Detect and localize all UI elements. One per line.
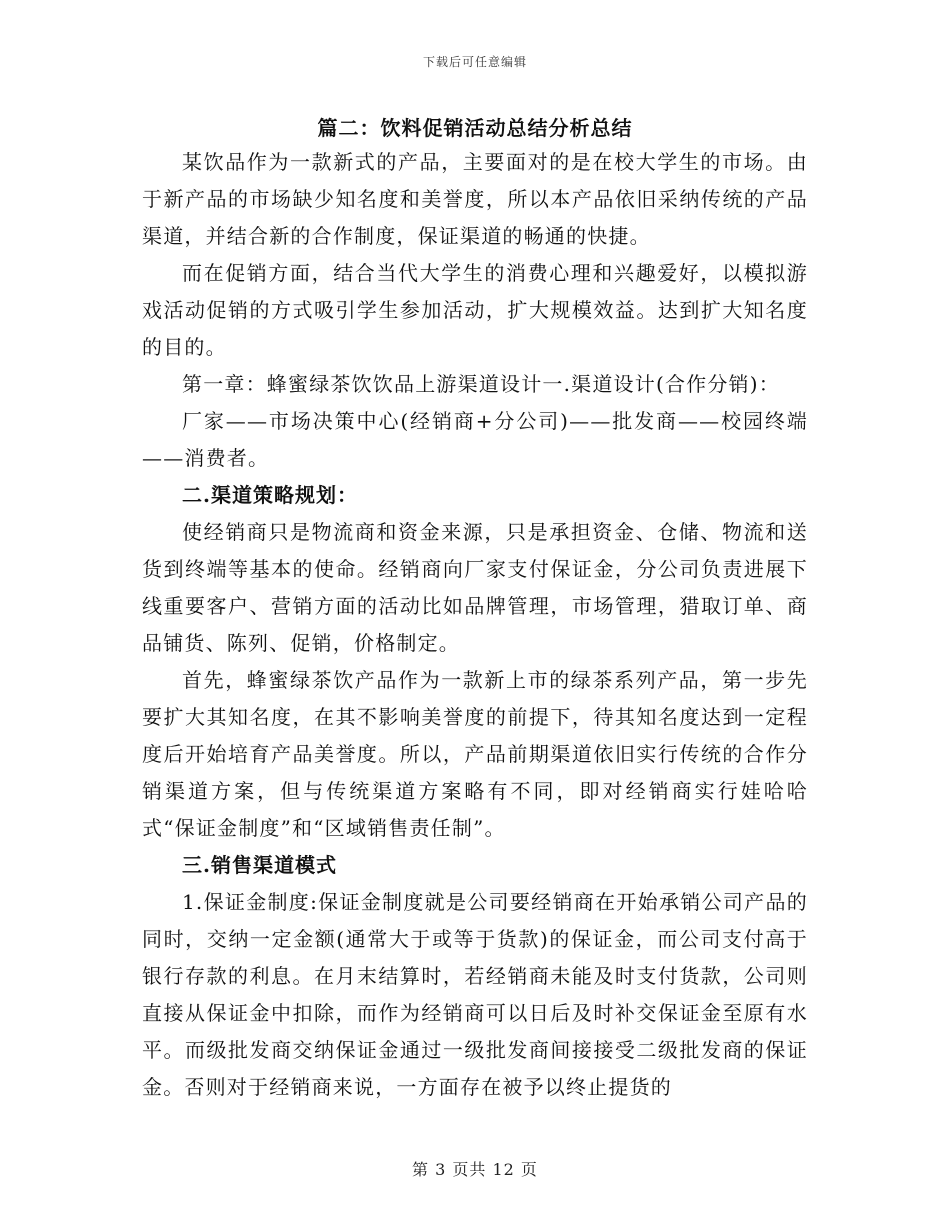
page-header-note: 下载后可任意编辑 (422, 55, 527, 69)
page-number-footer: 第 3 页共 12 页 (412, 1160, 538, 1179)
document-title: 篇二：饮料促销活动总结分析总结 (317, 116, 633, 140)
section-heading-channel-strategy: 二.渠道策略规划： (182, 483, 358, 507)
paragraph-deposit-system: 1.保证金制度:保证金制度就是公司要经销商在开始承销公司产品的同时，交纳一定金额(通常大于或等于货款)的保证金，而公司支付高于银行存款的利息。在月末结算时，若经销商未能及时支付货款，公司则直接从保证金中扣除，而作为经销商可以日后及时补交保证金至原有水平。而级批发商交纳保证金通过一级批发商间接接受二级批发商的保证金。否则对于经销商来说，一方面存在被予以终止提货的 (142, 890, 808, 1099)
document-body (142, 112, 808, 1106)
paragraph-channel-flow: 厂家——市场决策中心(经销商+分公司)——批发商——校园终端——消费者。 (142, 409, 808, 470)
section-heading-sales-channel-mode: 三.销售渠道模式 (182, 853, 337, 877)
paragraph-promotion: 而在促销方面，结合当代大学生的消费心理和兴趣爱好，以模拟游戏活动促销的方式吸引学生参加活动，扩大规模效益。达到扩大知名度的目的。 (142, 261, 808, 359)
paragraph-intro: 某饮品作为一款新式的产品，主要面对的是在校大学生的市场。由于新产品的市场缺少知名度和美誉度，所以本产品依旧采纳传统的产品渠道，并结合新的合作制度，保证渠道的畅通的快捷。 (142, 150, 808, 248)
paragraph-chapter-one: 第一章：蜂蜜绿茶饮饮品上游渠道设计一.渠道设计(合作分销)： (182, 372, 780, 396)
paragraph-distributor-role: 使经销商只是物流商和资金来源，只是承担资金、仓储、物流和送货到终端等基本的使命。经销商向厂家支付保证金，分公司负责进展下线重要客户、营销方面的活动比如品牌管理，市场管理，猎取订单、商品铺货、陈列、促销，价格制定。 (142, 520, 808, 655)
paragraph-first-step: 首先，蜂蜜绿茶饮产品作为一款新上市的绿茶系列产品，第一步先要扩大其知名度，在其不影响美誉度的前提下，待其知名度达到一定程度后开始培育产品美誉度。所以，产品前期渠道依旧实行传统的合作分销渠道方案，但与传统渠道方案略有不同，即对经销商实行娃哈哈式“保证金制度”和“区域销售责任制”。 (142, 668, 808, 840)
